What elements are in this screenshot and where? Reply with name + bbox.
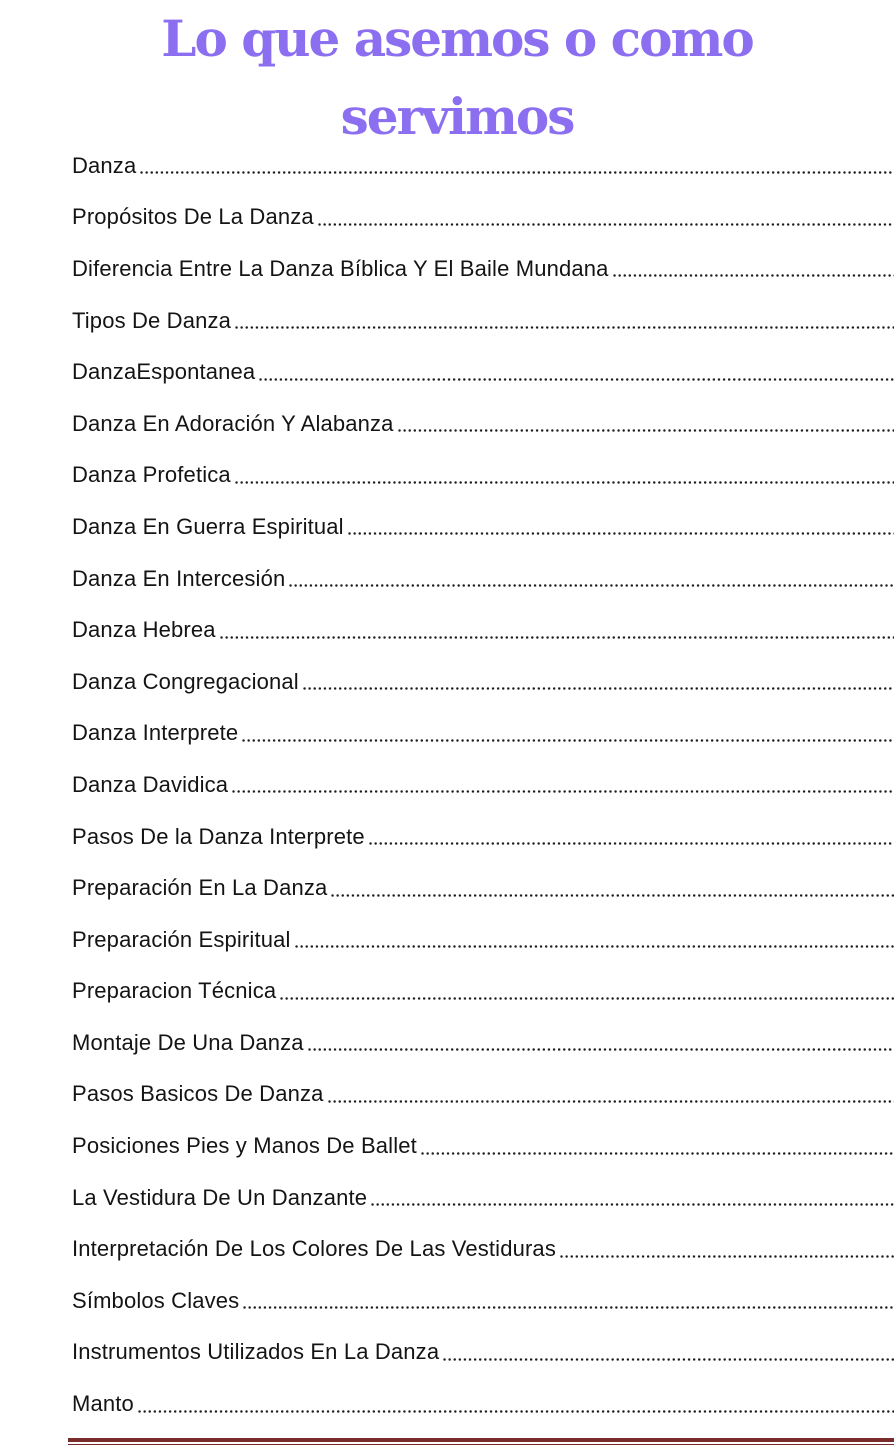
toc-entry-label: Danza Profetica	[72, 462, 231, 488]
toc-entry-label: Danza En Intercesión	[72, 565, 286, 591]
dot-leader	[279, 996, 894, 1001]
toc-entry	[72, 1017, 894, 1069]
dot-leader	[242, 1305, 894, 1310]
toc-entry	[72, 450, 894, 502]
toc-entry-label: DanzaEspontanea	[72, 359, 256, 385]
table-of-contents	[72, 140, 894, 1430]
toc-entry	[72, 346, 894, 398]
toc-entry-label: Tipos De Danza	[72, 307, 232, 333]
dot-leader	[420, 1151, 894, 1156]
toc-entry-label: Preparación Espiritual	[72, 926, 291, 952]
toc-entry-label: La Vestidura De Un Danzante	[72, 1184, 368, 1210]
toc-entry	[72, 192, 894, 244]
toc-entry	[72, 1223, 894, 1275]
toc-entry	[72, 243, 894, 295]
toc-entry	[72, 656, 894, 708]
toc-entry	[72, 398, 894, 450]
toc-entry	[72, 1069, 894, 1121]
toc-entry-label: Interpretación De Los Colores De Las Vestiduras	[72, 1236, 556, 1262]
toc-entry	[72, 501, 894, 553]
dot-leader	[368, 841, 894, 846]
toc-entry-label: Pasos De la Danza Interprete	[72, 823, 365, 849]
toc-entry-label: Danza En Adoración Y Alabanza	[72, 410, 394, 436]
bottom-divider	[68, 1438, 894, 1445]
dot-leader	[612, 273, 894, 278]
toc-entry-label: Posiciones Pies y Manos De Ballet	[72, 1133, 417, 1159]
toc-entry	[72, 914, 894, 966]
toc-entry	[72, 1378, 894, 1430]
toc-entry	[72, 966, 894, 1018]
dot-leader	[294, 944, 894, 949]
toc-entry	[72, 862, 894, 914]
toc-entry-label: Pasos Basicos De Danza	[72, 1081, 324, 1107]
toc-entry-label: Símbolos Claves	[72, 1287, 240, 1313]
dot-leader	[307, 1047, 894, 1052]
toc-entry-label: Instrumentos Utilizados En La Danza	[72, 1339, 440, 1365]
toc-entry	[72, 1120, 894, 1172]
toc-entry	[72, 759, 894, 811]
toc-entry	[72, 708, 894, 760]
dot-leader	[330, 893, 894, 898]
dot-leader	[234, 325, 894, 330]
toc-entry-label: Danza Interprete	[72, 720, 239, 746]
dot-leader	[137, 1409, 894, 1414]
toc-entry-label: Danza	[72, 152, 137, 178]
page-title-line-1: Lo que asemos o como	[161, 9, 753, 68]
toc-entry-label: Danza Davidica	[72, 771, 229, 797]
dot-leader	[139, 170, 894, 175]
page-title-line-2: servimos	[340, 87, 574, 146]
toc-entry	[72, 811, 894, 863]
toc-entry-label: Danza Congregacional	[72, 668, 299, 694]
toc-entry-label: Diferencia Entre La Danza Bíblica Y El Baile Mundana	[72, 255, 609, 281]
dot-leader	[241, 738, 894, 743]
dot-leader	[288, 583, 894, 588]
toc-entry-label: Danza En Guerra Espiritual	[72, 513, 344, 539]
dot-leader	[234, 480, 894, 485]
toc-entry-label: Manto	[72, 1391, 134, 1417]
dot-leader	[302, 686, 894, 691]
toc-entry-label: Preparacion Técnica	[72, 978, 277, 1004]
dot-leader	[370, 1202, 894, 1207]
dot-leader	[219, 635, 894, 640]
toc-entry	[72, 295, 894, 347]
toc-entry	[72, 1275, 894, 1327]
toc-entry	[72, 604, 894, 656]
toc-entry	[72, 1172, 894, 1224]
toc-entry-label: Preparación En La Danza	[72, 875, 328, 901]
toc-entry-label: Montaje De Una Danza	[72, 1029, 304, 1055]
dot-leader	[397, 428, 894, 433]
dot-leader	[317, 222, 894, 227]
dot-leader	[258, 377, 894, 382]
toc-entry	[72, 553, 894, 605]
toc-entry-label: Propósitos De La Danza	[72, 204, 314, 230]
dot-leader	[327, 1099, 894, 1104]
dot-leader	[347, 531, 894, 536]
toc-entry	[72, 1327, 894, 1379]
toc-entry-label: Danza Hebrea	[72, 617, 216, 643]
toc-entry	[72, 140, 894, 192]
dot-leader	[231, 789, 894, 794]
dot-leader	[442, 1357, 894, 1362]
page-title	[0, 0, 894, 156]
dot-leader	[559, 1254, 894, 1259]
